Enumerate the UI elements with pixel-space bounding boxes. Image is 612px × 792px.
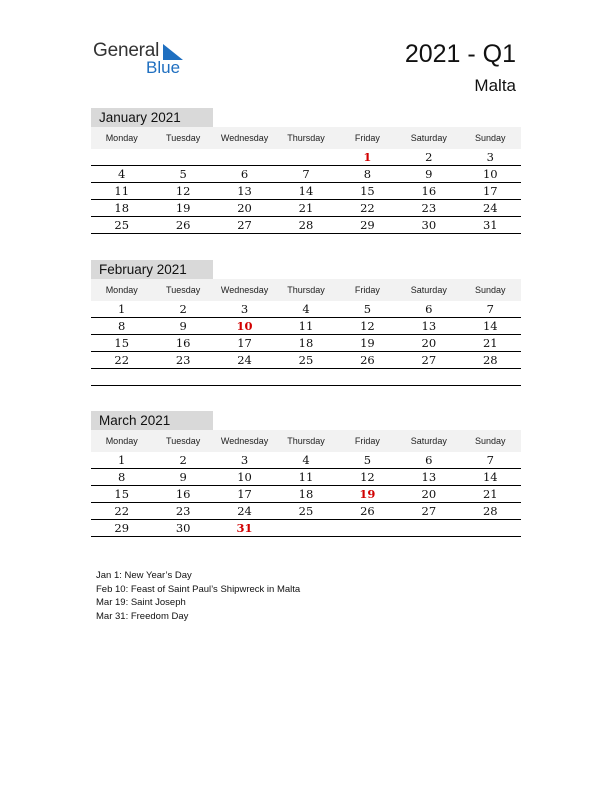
day-cell [214,149,275,166]
day-cell: 25 [275,352,336,369]
month-march [91,411,521,537]
day-cell: 18 [275,335,336,352]
weekday-header: Thursday [275,430,336,452]
day-cell: 16 [152,335,213,352]
weekday-header: Wednesday [214,279,275,301]
day-cell: 26 [152,217,213,234]
week-row [91,335,521,352]
weekday-header: Sunday [460,279,521,301]
day-cell: 28 [460,503,521,520]
day-cell: 7 [275,166,336,183]
day-cell: 16 [398,183,459,200]
day-cell [152,149,213,166]
day-cell: 6 [214,166,275,183]
day-cell [398,369,459,386]
weekday-header: Saturday [398,127,459,149]
day-cell: 7 [460,301,521,318]
week-row [91,166,521,183]
week-row [91,200,521,217]
day-cell: 7 [460,452,521,469]
day-cell: 22 [91,352,152,369]
day-cell [337,520,398,537]
day-cell [337,369,398,386]
day-cell: 4 [275,452,336,469]
day-cell: 12 [337,318,398,335]
week-row [91,352,521,369]
weekday-header: Sunday [460,430,521,452]
day-cell: 10 [460,166,521,183]
weekday-header-row [91,430,521,452]
day-cell [460,520,521,537]
day-cell: 17 [214,335,275,352]
month-label: February 2021 [91,260,213,279]
day-cell: 5 [337,301,398,318]
day-cell: 8 [337,166,398,183]
weekday-header: Friday [337,430,398,452]
day-cell [275,149,336,166]
holiday-day-cell: 1 [337,149,398,166]
day-cell: 24 [460,200,521,217]
holiday-day-cell: 19 [337,486,398,503]
day-cell: 28 [460,352,521,369]
quarter-title: 2021 - Q1 [404,40,516,68]
weekday-header: Friday [337,127,398,149]
day-cell: 25 [275,503,336,520]
weekday-header: Thursday [275,127,336,149]
day-cell: 30 [398,217,459,234]
day-cell: 23 [398,200,459,217]
weekday-header-row [91,279,521,301]
day-cell: 4 [275,301,336,318]
day-cell [91,149,152,166]
weekday-header: Saturday [398,279,459,301]
week-row [91,452,521,469]
weekday-header: Saturday [398,430,459,452]
day-cell: 19 [152,200,213,217]
day-cell: 9 [152,469,213,486]
weekday-header: Wednesday [214,430,275,452]
day-cell: 3 [460,149,521,166]
day-cell: 1 [91,301,152,318]
brand-logo [93,40,193,80]
day-cell [398,520,459,537]
week-row [91,149,521,166]
day-cell: 3 [214,301,275,318]
holiday-notes [96,570,300,624]
day-cell: 29 [91,520,152,537]
holiday-day-cell: 10 [214,318,275,335]
day-cell [214,369,275,386]
day-cell: 4 [91,166,152,183]
day-cell [460,369,521,386]
weekday-header: Sunday [460,127,521,149]
day-cell: 20 [214,200,275,217]
week-row [91,183,521,200]
day-cell: 21 [460,335,521,352]
day-cell: 22 [91,503,152,520]
day-cell: 29 [337,217,398,234]
day-cell: 5 [152,166,213,183]
week-row [91,520,521,537]
day-cell: 17 [214,486,275,503]
day-cell: 27 [214,217,275,234]
day-cell: 20 [398,335,459,352]
month-label: March 2021 [91,411,213,430]
day-cell: 16 [152,486,213,503]
day-cell: 20 [398,486,459,503]
day-cell: 19 [337,335,398,352]
week-row [91,469,521,486]
calendar-table [91,430,521,537]
day-cell: 24 [214,352,275,369]
day-cell: 15 [91,335,152,352]
day-cell: 15 [91,486,152,503]
day-cell: 14 [460,318,521,335]
day-cell: 30 [152,520,213,537]
day-cell: 17 [460,183,521,200]
week-row [91,369,521,386]
weekday-header: Tuesday [152,430,213,452]
weekday-header: Monday [91,430,152,452]
week-row [91,503,521,520]
weekday-header: Friday [337,279,398,301]
holiday-day-cell: 31 [214,520,275,537]
day-cell: 9 [152,318,213,335]
day-cell: 2 [152,301,213,318]
day-cell: 15 [337,183,398,200]
day-cell: 26 [337,352,398,369]
day-cell: 14 [275,183,336,200]
day-cell: 8 [91,318,152,335]
holiday-note: Feb 10: Feast of Saint Paul’s Shipwreck in Malta [96,583,301,595]
day-cell: 23 [152,352,213,369]
day-cell: 14 [460,469,521,486]
day-cell [91,369,152,386]
month-january [91,108,521,234]
day-cell: 26 [337,503,398,520]
month-february [91,260,521,386]
weekday-header: Monday [91,279,152,301]
day-cell: 6 [398,452,459,469]
day-cell: 2 [152,452,213,469]
day-cell: 11 [275,318,336,335]
day-cell: 23 [152,503,213,520]
day-cell: 25 [91,217,152,234]
weekday-header: Monday [91,127,152,149]
day-cell: 1 [91,452,152,469]
day-cell: 13 [398,318,459,335]
weekday-header: Wednesday [214,127,275,149]
country-name: Malta [474,76,516,95]
day-cell: 6 [398,301,459,318]
weekday-header: Tuesday [152,127,213,149]
logo-text-general: General [93,40,160,61]
day-cell: 21 [460,486,521,503]
day-cell: 11 [91,183,152,200]
weekday-header: Thursday [275,279,336,301]
week-row [91,318,521,335]
day-cell: 11 [275,469,336,486]
day-cell: 22 [337,200,398,217]
holiday-note: Mar 31: Freedom Day [96,610,189,622]
holiday-note: Jan 1: New Year’s Day [96,570,192,581]
day-cell: 28 [275,217,336,234]
day-cell: 21 [275,200,336,217]
week-row [91,486,521,503]
day-cell: 12 [337,469,398,486]
day-cell: 27 [398,352,459,369]
calendar-table [91,127,521,234]
week-row [91,301,521,318]
day-cell: 13 [398,469,459,486]
week-row [91,217,521,234]
day-cell: 31 [460,217,521,234]
day-cell: 8 [91,469,152,486]
weekday-header-row [91,127,521,149]
day-cell: 12 [152,183,213,200]
month-label: January 2021 [91,108,213,127]
day-cell: 24 [214,503,275,520]
day-cell: 27 [398,503,459,520]
day-cell [275,369,336,386]
day-cell [152,369,213,386]
day-cell: 13 [214,183,275,200]
day-cell: 9 [398,166,459,183]
calendar-table [91,279,521,386]
day-cell: 2 [398,149,459,166]
weekday-header: Tuesday [152,279,213,301]
day-cell: 18 [275,486,336,503]
holiday-note: Mar 19: Saint Joseph [96,597,186,608]
day-cell: 10 [214,469,275,486]
day-cell: 5 [337,452,398,469]
day-cell: 3 [214,452,275,469]
day-cell [275,520,336,537]
logo-text-blue: Blue [146,58,181,77]
day-cell: 18 [91,200,152,217]
